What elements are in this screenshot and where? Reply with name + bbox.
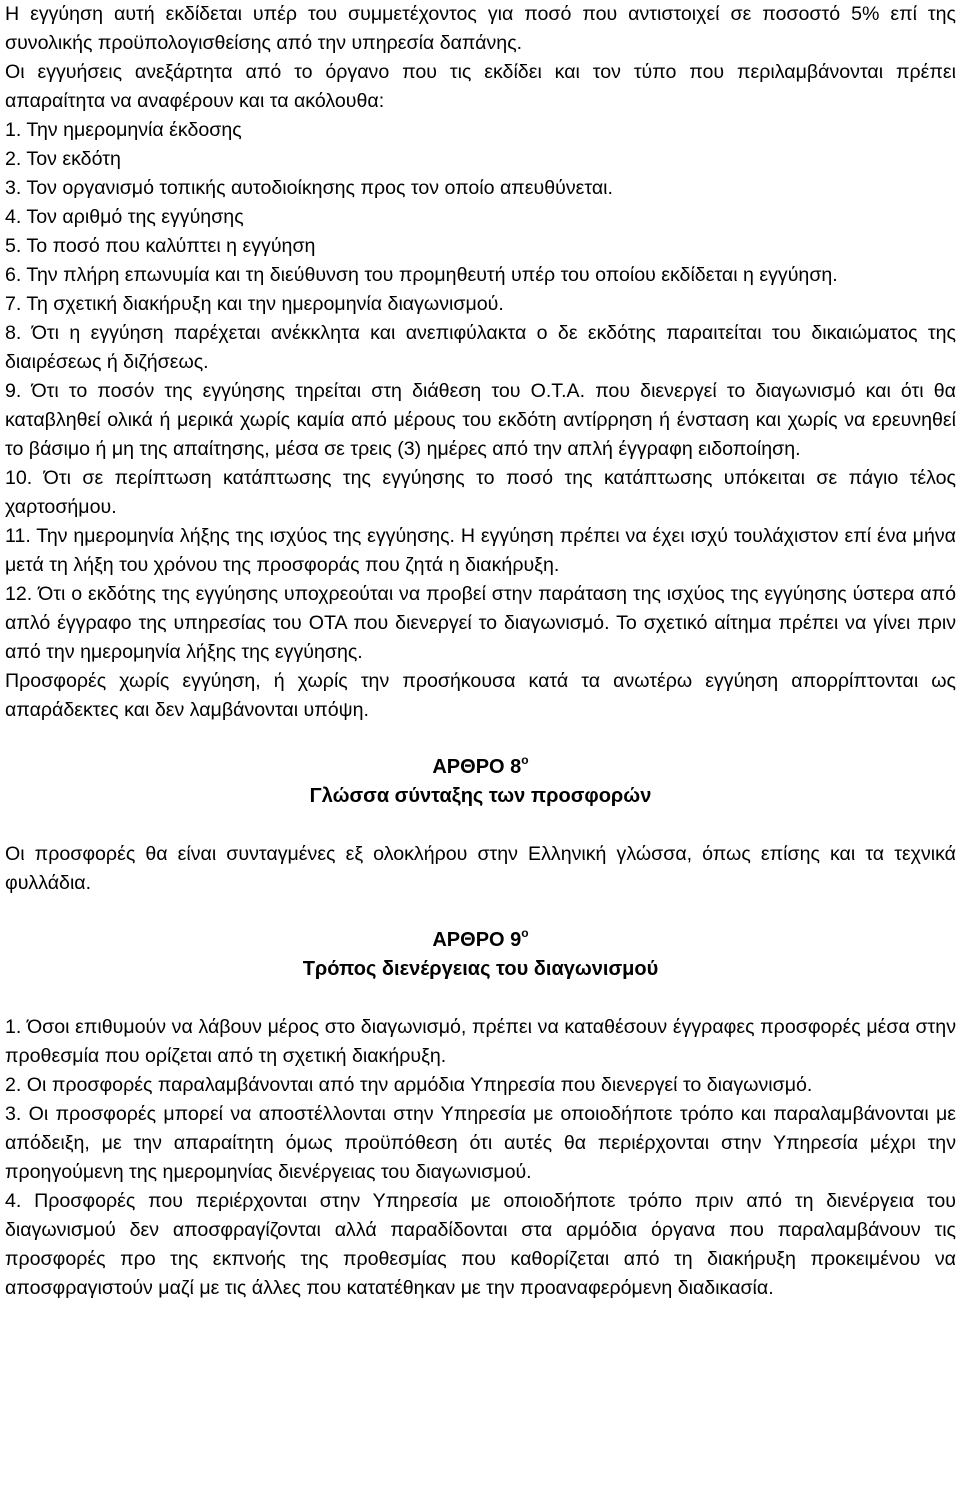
guarantee-requirements-list: [5, 116, 956, 667]
list-item: 9. Ότι το ποσόν της εγγύησης τηρείται στη διάθεση του Ο.Τ.Α. που διενεργεί το διαγωνισμό και ότι θα καταβληθεί ολικά ή μερικά χωρίς καμία από μέρους του εκδότη αντίρρηση ή ένσταση και χωρίς να ερευνηθεί το βάσιμο ή μη της απαίτησης, μέσα σε τρεις (3) ημέρες από την απλή έγγραφη ειδοποίηση.: [5, 380, 956, 460]
list-item: 6. Την πλήρη επωνυμία και τη διεύθυνση του προμηθευτή υπέρ του οποίου εκδίδεται η εγγύηση.: [5, 264, 838, 286]
article-9-section: [5, 926, 956, 1303]
list-item: 2. Οι προσφορές παραλαμβάνονται από την αρμόδια Υπηρεσία που διενεργεί το διαγωνισμό.: [5, 1074, 813, 1096]
article-body: Οι προσφορές θα είναι συνταγμένες εξ ολοκλήρου στην Ελληνική γλώσσα, όπως επίσης και τα τεχνικά φυλλάδια.: [5, 843, 956, 894]
list-item: 1. Όσοι επιθυμούν να λάβουν μέρος στο διαγωνισμό, πρέπει να καταθέσουν έγγραφες προσφορές μέσα στην προθεσμία που ορίζεται από τη σχετική διακήρυξη.: [5, 1016, 956, 1067]
list-item: 1. Την ημερομηνία έκδοσης: [5, 119, 242, 141]
list-item: 8. Ότι η εγγύηση παρέχεται ανέκκλητα και ανεπιφύλακτα ο δε εκδότης παραιτείται του δικαιώματος της διαιρέσεως ή διζήσεως.: [5, 322, 956, 373]
article-heading: [5, 753, 956, 782]
article-label: ΑΡΘΡΟ 9: [432, 929, 522, 951]
closing-paragraph: Προσφορές χωρίς εγγύηση, ή χωρίς την προσήκουσα κατά τα ανωτέρω εγγύηση απορρίπτονται ως απαράδεκτες και δεν λαμβάνονται υπόψη.: [5, 670, 956, 721]
document-page: [5, 0, 956, 1303]
list-item: 11. Την ημερομηνία λήξης της ισχύος της εγγύησης. Η εγγύηση πρέπει να έχει ισχύ τουλάχιστον επί ένα μήνα μετά τη λήξη του χρόνου της προσφοράς που ζητά η διακήρυξη.: [5, 525, 956, 576]
article-superscript: ο: [521, 926, 529, 940]
list-item: 4. Τον αριθμό της εγγύησης: [5, 206, 244, 228]
list-item: 3. Τον οργανισμό τοπικής αυτοδιοίκησης προς τον οποίο απευθύνεται.: [5, 177, 613, 199]
list-item: 2. Τον εκδότη: [5, 148, 121, 170]
article-title: Γλώσσα σύνταξης των προσφορών: [309, 785, 652, 807]
list-item: 12. Ότι ο εκδότης της εγγύησης υποχρεούται να προβεί στην παράταση της ισχύος της εγγύησης ύστερα από απλό έγγραφο της υπηρεσίας του ΟΤΑ που διενεργεί το διαγωνισμό. Το σχετικό αίτημα πρέπει να γίνει πριν από την ημερομηνία λήξης της εγγύησης.: [5, 583, 956, 663]
intro-paragraph: Η εγγύηση αυτή εκδίδεται υπέρ του συμμετέχοντος για ποσό που αντιστοιχεί σε ποσοστό 5% επί της συνολικής προϋπολογισθείσης από την υπηρεσία δαπάνης.: [5, 3, 956, 54]
article-heading: [5, 926, 956, 955]
article-8-section: [5, 753, 956, 898]
intro-paragraph: Οι εγγυήσεις ανεξάρτητα από το όργανο που τις εκδίδει και τον τύπο που περιλαμβάνονται πρέπει απαραίτητα να αναφέρουν και τα ακόλουθα:: [5, 61, 956, 112]
article-superscript: ο: [521, 753, 529, 767]
article-label: ΑΡΘΡΟ 8: [432, 756, 522, 778]
list-item: 5. Το ποσό που καλύπτει η εγγύηση: [5, 235, 316, 257]
list-item: 3. Οι προσφορές μπορεί να αποστέλλονται στην Υπηρεσία με οποιοδήποτε τρόπο και παραλαμβάνονται με απόδειξη, με την απαραίτητη όμως προϋπόθεση ότι αυτές θα περιέρχονται στην Υπηρεσία μέχρι την προηγούμενη της ημερομηνίας διενέργειας του διαγωνισμού.: [5, 1103, 956, 1183]
list-item: 7. Τη σχετική διακήρυξη και την ημερομηνία διαγωνισμού.: [5, 293, 504, 315]
article-title: Τρόπος διενέργειας του διαγωνισμού: [302, 958, 659, 980]
list-item: 4. Προσφορές που περιέρχονται στην Υπηρεσία με οποιοδήποτε τρόπο πριν από τη διενέργεια του διαγωνισμού δεν αποσφραγίζονται αλλά παραδίδονται στα αρμόδια όργανα που παραλαμβάνουν τις προσφορές προ της εκπνοής της προθεσμίας που καθορίζεται από τη διακήρυξη προκειμένου να αποσφραγιστούν μαζί με τις άλλες που κατατέθηκαν με την προαναφερόμενη διαδικασία.: [5, 1190, 956, 1299]
list-item: 10. Ότι σε περίπτωση κατάπτωσης της εγγύησης το ποσό της κατάπτωσης υπόκειται σε πάγιο τέλος χαρτοσήμου.: [5, 467, 956, 518]
